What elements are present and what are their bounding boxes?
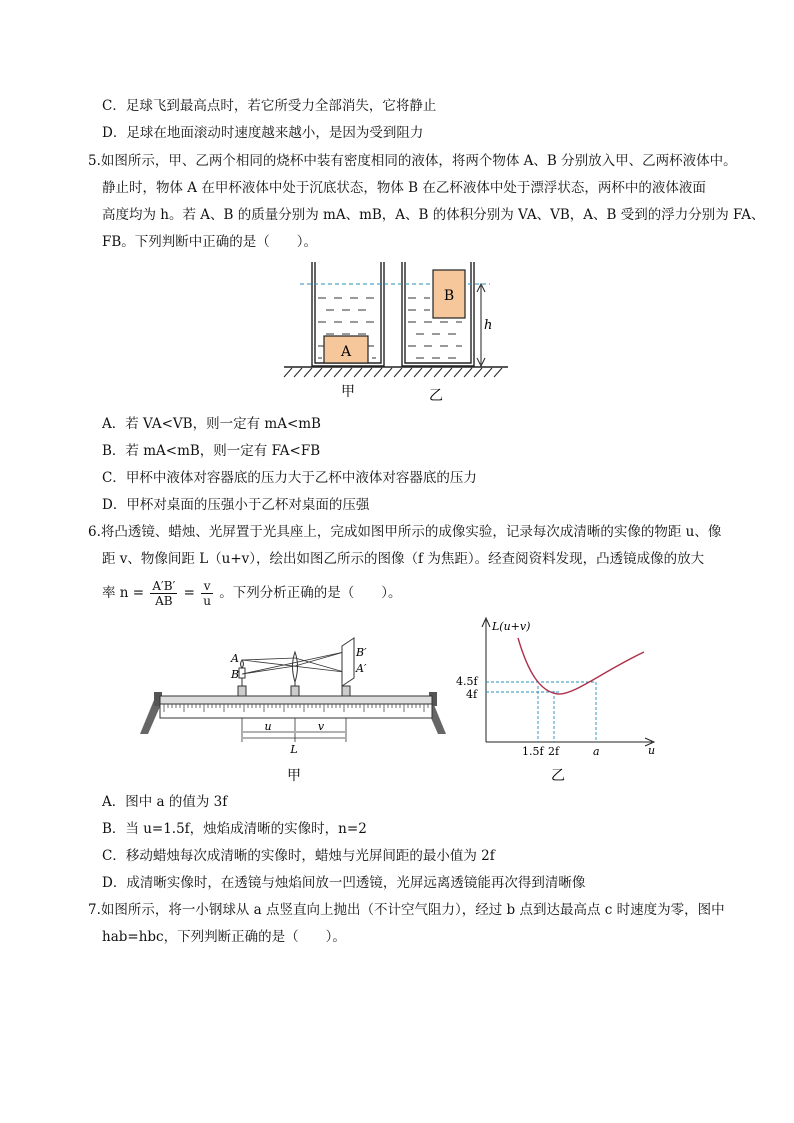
table-hatch — [284, 368, 502, 377]
block-b-label: B — [443, 288, 455, 304]
q5-option-d: D．甲杯对桌面的压强小于乙杯对桌面的压强 — [102, 497, 370, 513]
graph-guide-lines — [486, 682, 596, 742]
graph-curve — [518, 638, 644, 694]
q6-option-c: C．移动蜡烛每次成清晰的实像时，蜡烛与光屏间距的最小值为 2f — [102, 848, 495, 864]
graph-y-axis-label: L(u+v) — [492, 620, 531, 633]
distance-v-label: v — [317, 720, 325, 733]
light-screen — [342, 638, 354, 696]
candle-label-a: A — [231, 652, 239, 665]
graph-tick-a: a — [593, 745, 600, 758]
graph-tick-4f: 4f — [466, 688, 478, 701]
magnification-label: 率 n = — [102, 585, 145, 601]
q6-option-b: B．当 u=1.5f，烛焰成清晰的实像时，n=2 — [102, 821, 367, 837]
fraction-image-object: $\frac{A'B'}{AB}$ — [152, 579, 176, 608]
caption-jia: 甲 — [341, 384, 355, 400]
q5-line-4: FB。下列判断中正确的是（ ）。 — [102, 234, 318, 250]
caption-yi: 乙 — [429, 388, 443, 404]
candle-label-b: B — [231, 668, 240, 681]
prev-option-c: C．足球飞到最高点时，若它所受力全部消失，它将静止 — [102, 98, 437, 114]
q5-option-b: B．若 mA<mB，则一定有 FA<FB — [102, 443, 321, 459]
q5-beaker-figure — [280, 258, 520, 408]
optical-rail — [160, 696, 432, 704]
optical-bench-figure — [132, 630, 462, 790]
l-vs-u-graph — [456, 612, 672, 788]
graph-x-axis-label: u — [648, 744, 656, 757]
q6-option-a: A．图中 a 的值为 3f — [102, 794, 228, 810]
q6-option-d: D．成清晰实像时，在透镜与烛焰间放一凹透镜，光屏远离透镜能再次得到清晰像 — [102, 875, 586, 891]
q5-line-2: 静止时，物体 A 在甲杯液体中处于沉底状态，物体 B 在乙杯液体中处于漂浮状态，两杯中的液体液面 — [102, 180, 706, 196]
caption-jia-6: 甲 — [287, 768, 301, 784]
q5-line-3: 高度均为 h。若 A、B 的质量分别为 mA、mB，A、B 的体积分别为 VA、VB，A、B 受到的浮力分别为 FA、 — [102, 207, 765, 223]
q7-line-1: 7.如图所示，将一小钢球从 a 点竖直向上抛出（不计空气阻力），经过 b 点到达最高点 c 时速度为零，图中 — [88, 902, 725, 918]
q5-option-a: A．若 VA<VB，则一定有 mA<mB — [102, 416, 321, 432]
q6-line-3: 率 n = $\frac{A'B'}{AB}$ = $\frac{v}{u}$ 。下列分析正确的是（ ）。 — [102, 579, 402, 608]
dimension-lines — [242, 718, 346, 742]
q6-line-2: 距 v、物像间距 L（u+v），绘出如图乙所示的图像（f 为焦距）。经查阅资料发现，凸透镜成像的放大 — [102, 551, 705, 567]
graph-tick-2f: 2f — [548, 745, 560, 758]
q5-option-c: C．甲杯中液体对容器底的压力大于乙杯中液体对容器底的压力 — [102, 470, 477, 486]
screen-label-bprime: B′ — [356, 646, 367, 659]
height-label: h — [484, 318, 493, 333]
q7-line-2: hab=hbc，下列判断正确的是（ ）。 — [102, 929, 346, 945]
distance-u-label: u — [264, 720, 272, 733]
caption-yi-6: 乙 — [551, 768, 565, 784]
candle — [238, 660, 246, 696]
block-a-label: A — [340, 344, 352, 360]
prev-option-d: D．足球在地面滚动时速度越来越小，是因为受到阻力 — [102, 125, 424, 141]
q6-line-1: 6.将凸透镜、蜡烛、光屏置于光具座上，完成如图甲所示的成像实验，记录每次成清晰的实像的物距 u、像 — [88, 524, 722, 540]
graph-tick-4-5f: 4.5f — [456, 675, 478, 688]
fraction-v-u: $\frac{v}{u}$ — [203, 579, 211, 608]
screen-label-aprime: A′ — [356, 662, 367, 675]
q5-line-1: 5.如图所示，甲、乙两个相同的烧杯中装有密度相同的液体，将两个物体 A、B 分别放入甲、乙两杯液体中。 — [88, 153, 737, 169]
distance-l-label: L — [290, 743, 298, 756]
graph-tick-1-5f: 1.5f — [522, 745, 544, 758]
